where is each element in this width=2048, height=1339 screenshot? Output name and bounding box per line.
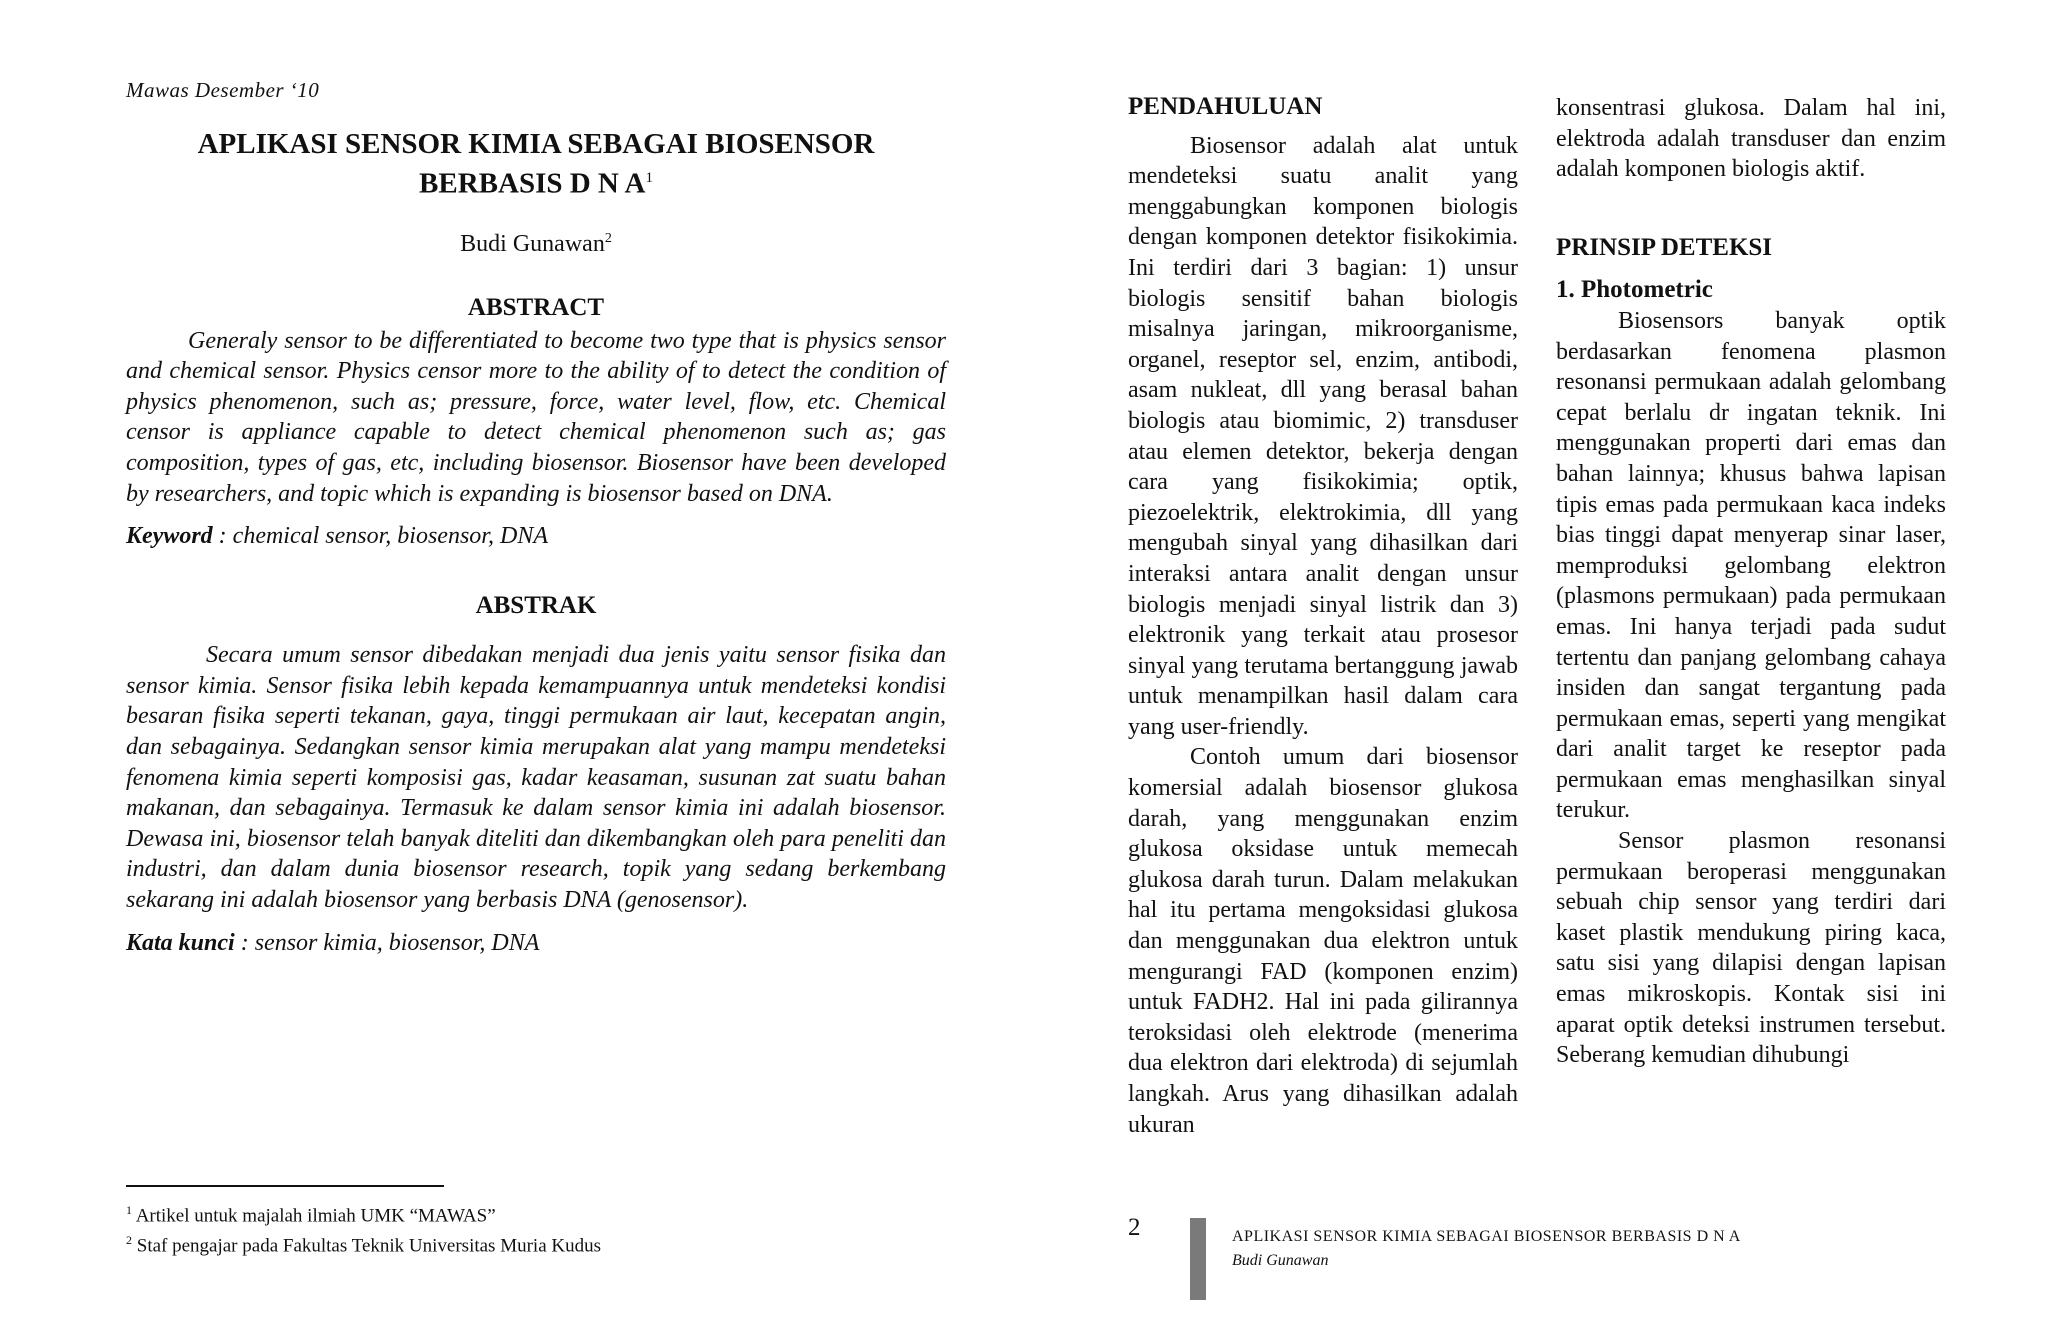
keyword-label: Keyword [126,523,213,550]
right-column-1 [1128,92,1518,1140]
abstract-text: Generaly sensor to be differentiated to become two type that is physics sensor and chemical sensor. Physics censor more to the ability of to detect the condition of physics phenomenon, such as; pressure, force, water level, flow, etc. Chemical censor is appliance capable to detect chemical phenomenon such as; gas composition, types of gas, etc, including biosensor. Biosensor have been developed by researchers, and topic which is expanding is biosensor based on DNA. [126,327,946,507]
abstrak-text: Secara umum sensor dibedakan menjadi dua jenis yaitu sensor fisika dan sensor kimia. Sensor fisika lebih kepada kemampuannya untuk mendeteksi kondisi besaran fisika seperti tekanan, gaya, tinggi permukaan air laut, kecepatan angin, dan sebagainya. Sedangkan sensor kimia merupakan alat yang mampu mendeteksi fenomena kimia seperti komposisi gas, kadar keasaman, susunan zat suatu bahan makanan, dan sebagainya. Termasuk ke dalam sensor kimia ini adalah biosensor. Dewasa ini, biosensor telah banyak diteliti dan dikembangkan oleh para peneliti dan industri, dan dalam dunia biosensor research, topik yang sedang berkembang sekarang ini adalah biosensor yang berbasis DNA (genosensor). [126,642,946,913]
footer-bar [1190,1218,1206,1300]
article-title [146,127,926,201]
intro-paragraph-2-continued: konsentrasi glukosa. Dalam hal ini, elektroda adalah transduser dan enzim adalah komponen biologis aktif. [1556,95,1946,183]
author [126,231,946,258]
footnote-1-text: Artikel untuk majalah ilmiah UMK “MAWAS” [132,1205,496,1227]
journal-header: Mawas Desember ‘10 [126,78,320,102]
katakunci-line [126,930,946,957]
intro-paragraph-1: Biosensor adalah alat untuk mendeteksi suatu analit yang menggabungkan komponen biologis dengan komponen detektor fisikokimia. Ini terdiri dari 3 bagian: 1) unsur biologis sensitif bahan biologis misalnya jaringan, mikroorganisme, organel, reseptor sel, enzim, antibodi, asam nukleat, dll yang berasal bahan biologis atau biomimic, 2) transduser atau elemen detektor, bekerja dengan cara yang fisikokimia; optik, piezoelektrik, elektrokimia, dll yang mengubah sinyal yang dihasilkan dari interaksi antara analit dengan unsur biologis menjadi sinyal listrik dan 3) elektronik yang terkait atau prosesor sinyal yang terutama bertanggung jawab untuk menampilkan hasil dalam cara yang user-friendly. [1128,132,1518,740]
page-number: 2 [1128,1214,1141,1241]
footnote-1-num: 1 [126,1203,132,1217]
photometric-heading: 1. Photometric [1556,276,1713,304]
pendahuluan-heading: PENDAHULUAN [1128,93,1323,120]
katakunci-label: Kata kunci [126,929,235,956]
footnote-1 [126,1198,601,1228]
author-name: Budi Gunawan [460,230,605,257]
photometric-paragraph-2: Sensor plasmon resonansi permukaan beroperasi menggunakan sebuah chip sensor yang terdiri dari kaset plastik mendukung piring kaca, satu sisi yang dilapisi dengan lapisan emas mikroskopis. Kontak sisi ini aparat optik deteksi instrumen tersebut. Seberang kemudian dihubungi [1556,828,1946,1069]
title-line-1: APLIKASI SENSOR KIMIA SEBAGAI BIOSENSOR [197,128,875,160]
keyword-line [126,523,946,550]
photometric-paragraph-1: Biosensors banyak optik berdasarkan fenomena plasmon resonansi permukaan adalah gelombang cepat berlalu dr ingatan teknik. Ini menggunakan properti dari emas dan bahan lainnya; khusus bahwa lapisan tipis emas pada permukaan kaca indeks bias tinggi dapat menyerap sinar laser, memproduksi gelombang elektron (plasmons permukaan) pada permukaan emas. Ini hanya terjadi pada sudut tertentu dan panjang gelombang cahaya insiden dan sangat tergantung pada permukaan emas, seperti yang mengikat dari analit target ke reseptor pada permukaan emas menghasilkan sinyal terukur. [1556,307,1946,824]
author-footnote-ref: 2 [604,230,612,246]
footnote-2-text: Staf pengajar pada Fakultas Teknik Universitas Muria Kudus [132,1235,601,1257]
keyword-text: : chemical sensor, biosensor, DNA [212,523,548,550]
left-page [126,78,946,957]
title-footnote-ref: 1 [645,170,653,186]
intro-paragraph-2: Contoh umum dari biosensor komersial adalah biosensor glukosa darah, yang menggunakan enzim glukosa oksidase untuk memecah glukosa darah turun. Dalam melakukan hal itu pertama mengoksidasi glukosa dan menggunakan dua elektron untuk mengurangi FAD (komponen enzim) untuk FADH2. Hal ini pada gilirannya teroksidasi oleh elektrode (menerima dua elektron dari elektroda) di sejumlah langkah. Arus yang dihasilkan adalah ukuran [1128,744,1518,1138]
title-line-2 [146,161,926,201]
katakunci-text: : sensor kimia, biosensor, DNA [234,929,540,956]
footnote-2-num: 2 [126,1233,132,1248]
right-column-2 [1556,93,1946,1071]
abstrak-heading: ABSTRAK [475,592,597,620]
title-line-2-text: BERBASIS D N A [419,167,646,200]
footnote-divider [126,1185,444,1187]
running-title: APLIKASI SENSOR KIMIA SEBAGAI BIOSENSOR BERBASIS D N A [1232,1228,1741,1245]
abstract-heading: ABSTRACT [467,293,605,321]
footnotes [126,1198,601,1259]
running-author: Budi Gunawan [1232,1252,1329,1269]
footnote-2 [126,1228,601,1258]
prinsip-deteksi-heading: PRINSIP DETEKSI [1556,233,1773,261]
